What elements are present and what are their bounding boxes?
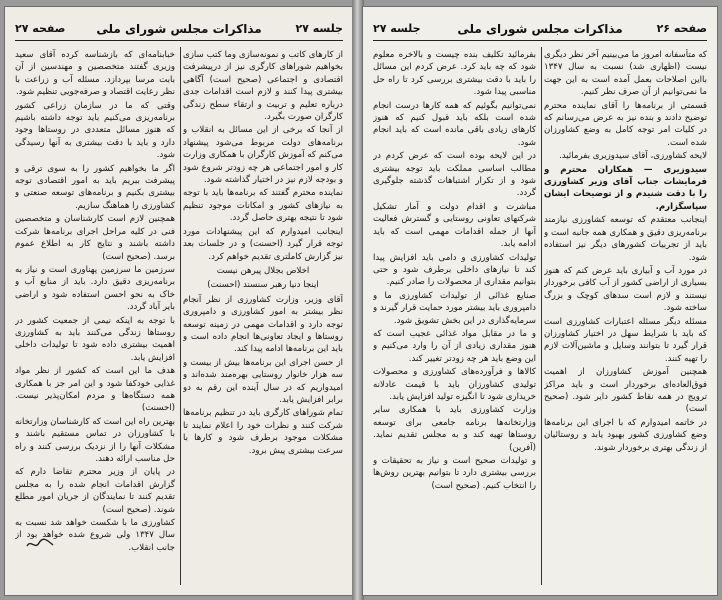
paragraph: لایحه کشاورزی، آقای سیدوزیری بفرمائید. (559, 151, 707, 162)
paragraph: مسئله دیگر مسئله اعتبارات کشاورزی است که باید با شرایط سهل در اختیار کشاورزان قرار گیرد تا بتوانند وسایل و ماشین‌آلات لازم را تهیه کنند. (544, 316, 707, 364)
paragraph: و ما در مقابل مواد غذائی عجیب است که هنوز مقداری زیادی از آن را وارد می‌کنیم و این وضع باید هر چه زودتر تغییر کند. (373, 328, 536, 364)
paragraph: اگر ما بخواهیم کشور را به سوی ترقی و پیشرفت ببریم باید به امور اقتصادی توجه بیشتری بکنیم و برنامه‌های توسعه صنعتی و کشاورزی را هماهنگ سازیم. (15, 163, 175, 211)
right-page-right-column (544, 49, 707, 587)
right-page (362, 6, 718, 596)
paragraph: نماینده محترم گفتند که برنامه‌ها باید با توجه به نیازهای کشور و امکانات موجود تنظیم شود تا نتیجه بهتری حاصل گردد. (183, 188, 343, 224)
left-page-header (15, 19, 343, 41)
verse-line: اخلاص بجلال پیرهن نیست (216, 265, 310, 276)
paragraph: از آنجا که برخی از این مسائل به انقلاب و برنامه‌های دولت مربوط می‌شود پیشنهاد می‌کنم که آموزش کارگران با همکاری وزارت کار و امور اجتماعی هر چه زودتر شروع شود و بودجه لازم نیز در اختیار گذاشته شود. (183, 125, 343, 186)
paragraph: تمام شوراهای کارگری باید در تنظیم برنامه‌ها شرکت کنند و نظرات خود را اعلام نمایند تا مشکلات موجود برطرف شود و کارها با سرعت بیشتری پیش برود. (183, 408, 343, 456)
right-page-session: جلسه ۲۷ (373, 22, 421, 35)
left-page-number: صفحه ۲۷ (15, 22, 66, 35)
paragraph: بفرمائید تکلیف بنده چیست و بالاخره معلوم شود که چه باید کرد. عرض کردم این مسائل را باید با دقت بیشتری بررسی کرد تا راه حل مناسبی پیدا شود. (373, 50, 536, 98)
paragraph: در خاتمه امیدوارم که با اجرای این برنامه‌ها وضع کشاورزی کشور بهبود یابد و روستائیان از زندگی بهتری برخوردار شوند. (544, 417, 707, 453)
handwritten-mark-icon (25, 537, 55, 551)
right-page-title: مذاکرات مجلس شورای ملی (457, 22, 623, 36)
left-page-session: جلسه ۲۷ (295, 22, 343, 35)
verse-line: اینجا دنیا رهبر سنسند (احسنت) (207, 280, 319, 291)
right-page-number: صفحه ۲۶ (656, 22, 707, 35)
column-divider (541, 47, 542, 585)
paragraph: که متأسفانه امروز ما می‌بینیم آخر نظر دیگری نیست (اظهاری شد) نسبت به سال ۱۳۴۷ بااین اصلاحات بعمل آمده است به این جهت ما نمی‌توانیم از آن صرف نظر کنیم. (544, 50, 707, 98)
speaker-paragraph: سیدوزیری — همکاران محترم و فرمایشات جناب آقای وزیر کشاورزی را با دقت شنیدم و از توضیحات ایشان سپاسگزارم. (544, 164, 707, 212)
paragraph: هدف ما این است که کشور از نظر مواد غذایی خودکفا شود و این امر جز با همکاری همه دستگاه‌ها و مردم امکان‌پذیر نیست. (احسنت) (15, 366, 175, 414)
left-page (4, 6, 354, 596)
left-page-right-column (183, 49, 343, 587)
paragraph: خبابنامه‌ای که بازشناسه کرده آقای سعید وزیری گفتند متخصصین و مهندسین از آن بابت مرسا بپردازد. مسئله آب و زراعت با نظر رعایت اقتصاد و صرفه‌جویی تنظیم شود. (15, 50, 175, 98)
paragraph: کشاورزی ما با شکست خواهد شد نسبت به سال ۱۳۴۷ ولی شروع شده خواهد بود از جانب انقلاب. (15, 518, 175, 553)
paragraph: سرزمین ما سرزمین پهناوری است و نیاز به برنامه‌ریزی دقیق دارد. باید از منابع آب و خاک به نحو احسن استفاده شود و اراضی بایر آباد گردد. (15, 264, 175, 313)
paragraph: و تولیدات صحیح است و نیاز به تحقیقات و بررسی بیشتری دارد تا بتوانیم بهترین روش‌ها را انتخاب کنیم. (صحیح است) (373, 456, 536, 491)
paragraph: از کارهای کاتب و نمونه‌سازی وما کتب سازی بخواهیم شوراهای کارگری نیز از درپیشرفت اقتصادی و اجتماعی (صحیح است) آگاهی بیشتری پیدا کنند و لازم است اقدامات جدی درباره تعلیم و تربیت و ارتقاء سطح زندگی کارگران صورت بگیرد. (183, 50, 343, 123)
paragraph: با توجه به اینکه نیمی از جمعیت کشور در روستاها زندگی می‌کنند باید به کشاورزی اهمیت بیشتری داده شود تا تولیدات داخلی افزایش یابد. (15, 315, 175, 363)
paragraph: تولیدات کشاورزی و دامی باید افزایش پیدا کند تا نیازهای داخلی برطرف شود و حتی بتوانیم مقداری از محصولات را صادر کنیم. (373, 252, 536, 288)
column-divider (180, 47, 181, 585)
paragraph: صنایع غذائی از تولیدات کشاورزی ما و دامپروری باید بیشتر مورد حمایت قرار گیرند و سرمایه‌گذاری در این بخش تشویق شود. (373, 290, 536, 326)
paragraph: در مورد آب و آبیاری باید عرض کنم که هنوز بسیاری از اراضی کشور از آب کافی برخوردار نیستند و لازم است سدهای کوچک و بزرگ ساخته شود. (544, 265, 707, 314)
paragraph: آقای وزیر، وزارت کشاورزی از نظر آنجام نظر بیشتر به امور کشاورزی و دامپروری توجه دارد و اقدامات مهمی در زمینه توسعه روستاها و ایجاد تعاونی‌ها انجام داده است و باید این برنامه‌ها ادامه پیدا کند. (183, 294, 343, 355)
paragraph: از حسن اجرای این برنامه‌ها بیش از بیست و سه هزار خانوار روستایی بهره‌مند شده‌اند و امیدواریم که در سال آینده این رقم به دو برابر افزایش یابد. (183, 357, 343, 405)
paragraph: اینجانب معتقدم که توسعه کشاورزی نیازمند برنامه‌ریزی دقیق و همکاری همه جانبه است و باید از تجربیات کشورهای دیگر نیز استفاده شود. (544, 215, 707, 263)
left-page-left-column (15, 49, 175, 587)
right-page-left-column (373, 49, 536, 587)
paragraph: همچنین لازم است کارشناسان و متخصصین فنی در کلیه مراحل اجرای برنامه‌ها شرکت داشته باشند و نتایج کار به اطلاع عموم برسد. (صحیح است) (15, 214, 175, 262)
paragraph: در این لایحه بوده است که عرض کردم در مطالب اساسی مملکت باید توجه بیشتری شود و از تکرار اشتباهات گذشته جلوگیری گردد. (373, 151, 536, 199)
paragraph: قسمتی از برنامه‌ها را آقای نماینده محترم توضیح دادند و بنده نیز به عرض می‌رسانم که در کلیات امر توجه کامل به وضع کشاورزان شده است. (544, 100, 707, 148)
paragraph: وقتی که ما در سازمان زراعی کشور برنامه‌ریزی می‌کنیم باید توجه داشته باشیم که هنوز مسائل متعددی در روستاها وجود دارد و باید با دقت بیشتری به آنها رسیدگی شود. (15, 100, 175, 161)
paragraph: مباشرت و اقدام دولت و آمار تشکیل شرکتهای تعاونی روستایی و گسترش فعالیت آنها از جمله اقدامات مهمی است که باید ادامه یابد. (373, 201, 536, 250)
paragraph: وزارت کشاورزی باید با همکاری سایر وزارتخانه‌ها برنامه جامعی برای توسعه روستاها تهیه کند و به مجلس تقدیم نماید. (آفرین) (373, 405, 536, 453)
paragraph: نمی‌توانیم بگوئیم که همه کارها درست انجام شده است بلکه باید قبول کنیم که هنوز کارهای زیادی باقی مانده است که باید انجام شود. (373, 100, 536, 148)
paragraph: در پایان از وزیر محترم تقاضا دارم که گزارش اقدامات انجام شده را به مجلس تقدیم کنند تا نمایندگان از جریان امور مطلع شوند. (صحیح است) (15, 467, 175, 515)
paragraph: بهترین راه این است که کارشناسان وزارتخانه با کشاورزان در تماس مستقیم باشند و مشکلات آنها را از نزدیک بررسی کنند و راه حل مناسب ارائه دهند. (15, 416, 175, 464)
paragraph: اینجانب امیدوارم که این پیشنهادات مورد توجه قرار گیرد (احسنت) و در جلسات بعد نیز گزارش کاملتری تقدیم خواهم کرد. (183, 226, 343, 262)
right-page-header (373, 19, 707, 41)
paragraph: همچنین آموزش کشاورزان از اهمیت فوق‌العاده‌ای برخوردار است و باید مراکز ترویج در همه نقاط کشور دایر شود. (صحیح است) (544, 367, 707, 415)
paragraph: کالاها و فرآورده‌های کشاورزی و محصولات تولیدی کشاورزان باید با قیمت عادلانه خریداری شود تا انگیزه تولید افزایش یابد. (373, 367, 536, 402)
left-page-title: مذاکرات مجلس شورای ملی (96, 22, 262, 36)
